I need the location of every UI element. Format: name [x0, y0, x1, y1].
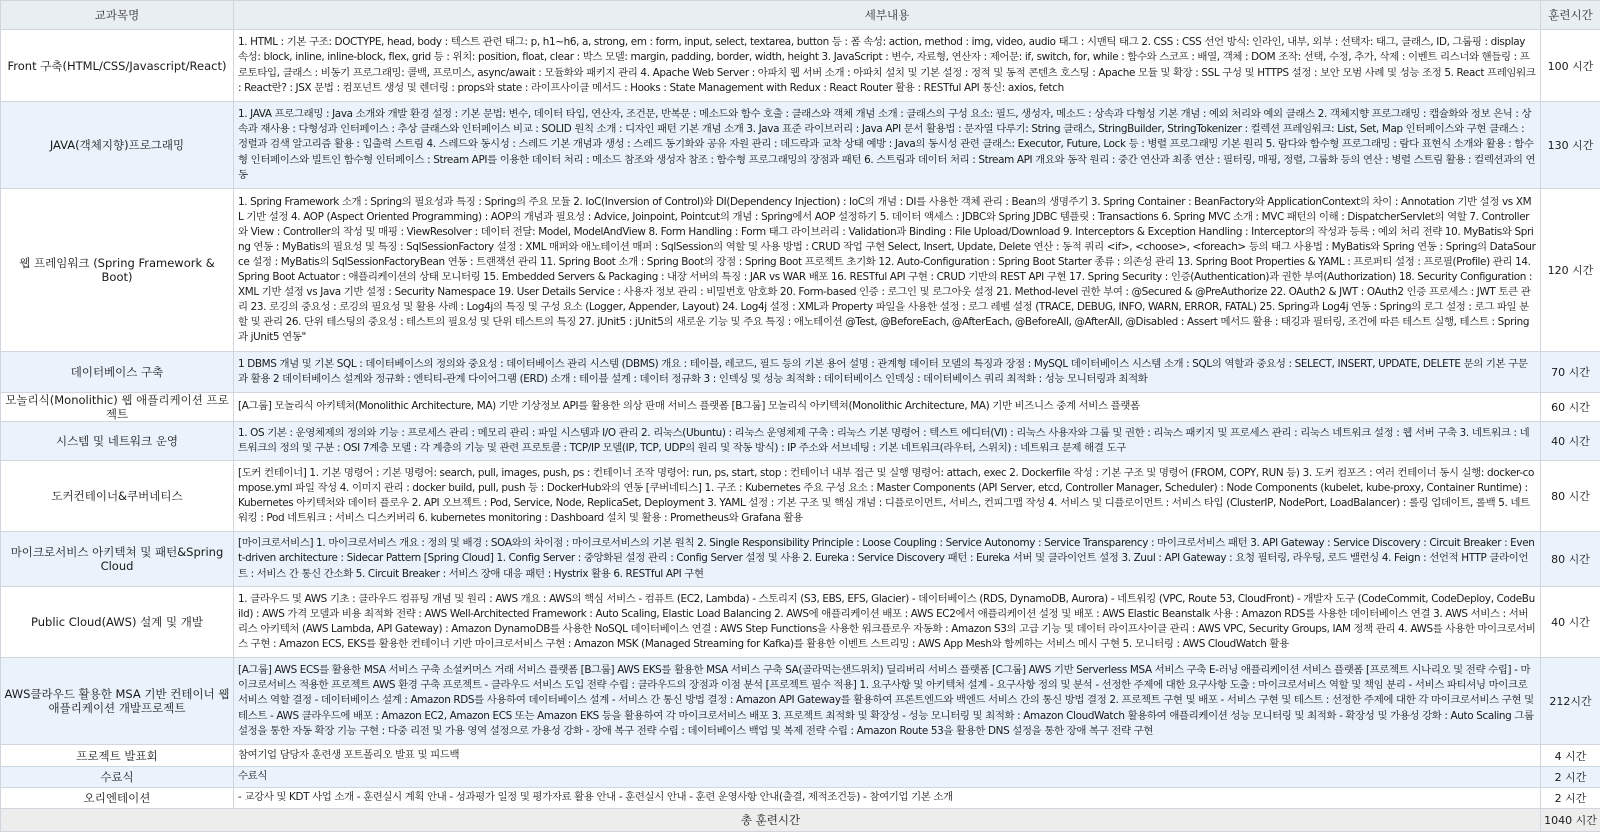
- table-row: [1, 767, 1600, 788]
- table-row: [1, 352, 1600, 393]
- course-name-cell: 오리엔테이션: [1, 788, 234, 809]
- table-row: [1, 189, 1600, 352]
- total-row: [1, 809, 1600, 832]
- table-row: [1, 422, 1600, 461]
- course-name-cell: 시스템 및 네트워크 운영: [1, 422, 234, 461]
- course-detail-cell: 1. OS 기본 : 운영체제의 정의와 기능 : 프로세스 관리 : 메모리 관리 : 파일 시스템과 I/O 관리 2. 리눅스(Ubuntu) : 리눅스 운영체제 구축 : 리눅스 기본 명령어 : 텍스트 에디터(VI) : 리눅스 사용자와 그룹 및 권한 : 리눅스 패키지 및 프로세스 관리 : 리눅스 네트워크 설정 : 웹 서버 구축 3. 네트워크 : 네트워크의 정의 및 구분 : OSI 7계층 모델 : 각 계층의 기능 및 관련 프로토콜 : TCP/IP 모델(IP, TCP, UDP의 원리 및 작동 방식) : IP 주소와 서브네팅 : 기본 네트워크(라우터, 스위치) : 네트워크 문제 해결 도구: [234, 422, 1541, 461]
- course-hours-cell: 120 시간: [1541, 189, 1600, 352]
- course-detail-cell: 1. JAVA 프로그래밍 : Java 소개와 개발 환경 설정 : 기본 문법: 변수, 데이터 타입, 연산자, 조건문, 반복문 : 메소드와 함수 호출 : 클래스와 객체 개념 소개 : 클래스의 구성 요소: 필드, 생성자, 메소드 : 상속과 다형성 기본 개념 : 예외 처리와 예외 클래스 2. 객체지향 프로그래밍 : 캡슐화와 정보 은닉 : 상속과 재사용 : 다형성과 인터페이스 : 추상 클래스와 인터페이스 비교 : SOLID 원칙 소개 : 디자인 패턴 기본 개념 소개 3. Java 표준 라이브러리 : Java API 문서 활용법 : 문자열 다루기: String 클래스, StringBuilder, StringTokenizer : 컬렉션 프레임워크: List, Set, Map 인터페이스와 구현 클래스 : 정렬과 검색 알고리즘 활용 : 입출력 스트림 4. 스레드와 동시성 : 스레드 기본 개념과 생성 : 스레드 동기화와 공유 자원 관리 : 데드락과 교착 상태 예방 : Java의 동시성 관련 클래스: Executor, Future, Lock 등 : 병렬 프로그래밍 기본 원리 5. 람다와 함수형 프로그래밍 : 람다 표현식 소개와 활용 : 함수형 인터페이스와 빌트인 함수형 인터페이스 : Stream API를 이용한 데이터 처리 : 메소드 참조와 생성자 참조 : 함수형 프로그래밍의 장점과 패턴 6. 스트림과 데이터 처리 : Stream API 개요와 동작 원리 : 중간 연산과 최종 연산 : 필터링, 매핑, 정렬, 그룹화 등의 연산 : 병렬 스트림 활용 : 컬렉션과의 연동: [234, 102, 1541, 189]
- course-hours-cell: 4 시간: [1541, 745, 1600, 767]
- course-hours-cell: 60 시간: [1541, 393, 1600, 422]
- course-hours-cell: 100 시간: [1541, 30, 1600, 102]
- course-name-cell: 수료식: [1, 767, 234, 788]
- table-header-row: [1, 1, 1600, 30]
- course-name-cell: 웹 프레임워크 (Spring Framework & Boot): [1, 189, 234, 352]
- table-row: [1, 532, 1600, 587]
- header-detail: 세부내용: [234, 1, 1541, 30]
- table-row: [1, 587, 1600, 658]
- course-name-cell: 프로젝트 발표회: [1, 745, 234, 767]
- course-name-cell: 마이크로서비스 아키텍쳐 및 패턴&Spring Cloud: [1, 532, 234, 587]
- course-detail-cell: [마이크로서비스] 1. 마이크로서비스 개요 : 정의 및 배경 : SOA와의 차이점 : 마이크로서비스의 기본 원칙 2. Single Responsibility Principle : Loose Coupling : Service Autonomy : Service Transparency : 마이크로서비스 패턴 3. API Gateway : Service Discovery : Circuit Breaker : Event-driven architecture : Sidecar Pattern [Spring Cloud] 1. Config Server : 중앙화된 설정 관리 : Config Server 설정 및 사용 2. Eureka : Service Discovery 패턴 : Eureka 서버 및 클라이언트 설정 3. Zuul : API Gateway : 요청 필터링, 라우팅, 로드 밸런싱 4. Feign : 선언적 HTTP 클라이언트 : 서비스 간 통신 간소화 5. Circuit Breaker : 서비스 장애 대응 패턴 : Hystrix 활용 6. RESTful API 구현: [234, 532, 1541, 587]
- table-row: [1, 745, 1600, 767]
- total-label: 총 훈련시간: [1, 809, 1541, 832]
- course-name-cell: 도커컨테이너&쿠버네티스: [1, 461, 234, 532]
- total-hours: 1040 시간: [1541, 809, 1600, 832]
- course-name-cell: Public Cloud(AWS) 설계 및 개발: [1, 587, 234, 658]
- table-row: [1, 102, 1600, 189]
- course-hours-cell: 2 시간: [1541, 788, 1600, 809]
- header-hours: 훈련시간: [1541, 1, 1600, 30]
- course-name-cell: 모놀리식(Monolithic) 웹 애플리케이션 프로젝트: [1, 393, 234, 422]
- table-row: [1, 30, 1600, 102]
- course-name-cell: JAVA(객체지향)프로그래밍: [1, 102, 234, 189]
- course-hours-cell: 80 시간: [1541, 461, 1600, 532]
- course-detail-cell: 1 DBMS 개념 및 기본 SQL : 데이터베이스의 정의와 중요성 : 데이터베이스 관리 시스템 (DBMS) 개요 : 테이블, 레코드, 필드 등의 기본 용어 설명 : 관계형 데이터 모델의 특징과 장점 : MySQL 데이터베이스 시스템 소개 : SQL의 역할과 중요성 : SELECT, INSERT, UPDATE, DELETE 문의 기본 구문과 활용 2 데이터베이스 설계와 정규화 : 엔티티-관계 다이어그램 (ERD) 소개 : 테이블 설계 : 데이터 정규화 3 : 인덱싱 및 성능 최적화 : 데이터베이스 인덱싱 : 데이터베이스 쿼리 최적화 : 성능 모니터링과 최적화: [234, 352, 1541, 393]
- course-detail-cell: 1. 클라우드 및 AWS 기초 : 클라우드 컴퓨팅 개념 및 원리 : AWS 개요 : AWS의 핵심 서비스 - 컴퓨트 (EC2, Lambda) - 스토리지 (S3, EBS, EFS, Glacier) - 데이터베이스 (RDS, DynamoDB, Aurora) - 네트워킹 (VPC, Route 53, CloudFront) - 개발자 도구 (CodeCommit, CodeDeploy, CodeBuild) : AWS 가격 모델과 비용 최적화 전략 : AWS Well-Architected Framework : Auto Scaling, Elastic Load Balancing 2. AWS에 애플리케이션 배포 : AWS EC2에서 애플리케이션 설정 및 배포 : AWS Elastic Beanstalk 사용 : Amazon RDS를 사용한 데이터베이스 연결 3. AWS 서비스 : 서버리스 아키텍처 (AWS Lambda, API Gateway) : Amazon DynamoDB를 사용한 NoSQL 데이터베이스 연결 : AWS Step Functions을 사용한 워크플로우 자동화 : Amazon S3의 고급 기능 및 데이터 라이프사이클 관리 : AWS VPC, Security Groups, IAM 정책 관리 4. AWS를 사용한 마이크로서비스 구현 : Amazon ECS, EKS를 활용한 컨테이너 기반 마이크로서비스 구현 : Amazon MSK (Managed Streaming for Kafka)를 활용한 이벤트 스트리밍 : AWS App Mesh와 함께하는 서비스 메시 구현 5. 모니터링 : AWS CloudWatch 활용: [234, 587, 1541, 658]
- course-detail-cell: 1. Spring Framework 소개 : Spring의 필요성과 특징 : Spring의 주요 모듈 2. IoC(Inversion of Control)와 DI(Dependency Injection) : IoC의 개념 : DI를 사용한 객체 관리 : Bean의 생명주기 3. Spring Container : BeanFactory와 ApplicationContext의 차이 : Annotation 기반 설정 vs XML 기반 설정 4. AOP (Aspect Oriented Programming) : AOP의 개념과 필요성 : Advice, Joinpoint, Pointcut의 개념 : Spring에서 AOP 설정하기 5. 데이터 액세스 : JDBC와 Spring JDBC 템플릿 : Transactions 6. Spring MVC 소개 : MVC 패턴의 이해 : DispatcherServlet의 역할 7. Controller와 View : Controller의 작성 및 매핑 : ViewResolver : 데이터 전달: Model, ModelAndView 8. Form Handling : Form 태그 라이브러리 : Validation과 Binding : File Upload/Download 9. Interceptors & Exception Handling : Interceptor의 작성과 등록 : 예외 처리 전략 10. MyBatis와 Spring 연동 : MyBatis의 필요성 및 특징 : SqlSessionFactory 설정 : XML 매퍼와 애노테이션 매퍼 : SqlSession의 역할 및 사용 방법 : CRUD 작업 구현 Select, Insert, Update, Delete 연산 : 동적 쿼리 <if>, <choose>, <foreach> 등의 태그 사용법 : MyBatis와 Spring 연동 : Spring의 DataSource 설정 : MyBatis의 SqlSessionFactoryBean 연동 : 트랜잭션 관리 11. Spring Boot 소개 : Spring Boot의 장점 : Spring Boot 프로젝트 초기화 12. Auto-Configuration : Spring Boot Starter 종류 : 의존성 관리 13. Spring Boot Properties & YAML : 프로퍼티 설정 : 프로필(Profile) 관리 14. Spring Boot Actuator : 애플리케이션의 상태 모니터링 15. Embedded Servers & Packaging : 내장 서버의 특징 : JAR vs WAR 배포 16. RESTful API 구현 : CRUD 기반의 REST API 구현 17. Spring Security : 인증(Authentication)과 권한 부여(Authorization) 18. Security Configuration : XML 기반 설정 vs Java 기반 설정 : Security Namespace 19. User Details Service : 사용자 정보 관리 : 비밀번호 암호화 20. Form-based 인증 : 로그인 및 로그아웃 설정 21. Method-level 권한 부여 : @Secured & @PreAuthorize 22. OAuth2 & JWT : OAuth2 인증 프로세스 : JWT 토큰 관리 23. 로깅의 중요성 : 로깅의 필요성 및 활용 사례 : Log4j의 특징 및 구성 요소 (Logger, Appender, Layout) 24. Log4j 설정 : XML과 Property 파일을 사용한 설정 : 로그 레벨 설정 (TRACE, DEBUG, INFO, WARN, ERROR, FATAL) 25. Spring과 Log4j 연동 : Spring의 로그 설정 : 로그 파일 분할 및 관리 26. 단위 테스팅의 중요성 : 테스트의 필요성 및 단위 테스트의 특징 27. jUnit5 : jUnit5의 새로운 기능 및 주요 특징 : 애노테이션 @Test, @BeforeEach, @AfterEach, @BeforeAll, @AfterAll, @Disabled : Assert 메서드 활용 : 태깅과 필터링, 조건에 따른 테스트 실행, 테스트 : Spring과 jUnit5 연동": [234, 189, 1541, 352]
- course-detail-cell: [도커 컨테이너] 1. 기본 명령어 : 기본 명령어: search, pull, images, push, ps : 컨테이너 조작 명령어: run, ps, start, stop : 컨테이너 내부 접근 및 실행 명령어: attach, exec 2. Dockerfile 작성 : 기본 구조 및 명령어 (FROM, COPY, RUN 등) 3. 도커 컴포즈 : 여러 컨테이너 동시 실행: docker-compose.yml 파일 작성 4. 이미지 관리 : docker build, pull, push 등 : DockerHub와의 연동 [쿠버네티스] 1. 구조 : Kubernetes 주요 구성 요소 : Master Components (API Server, etcd, Controller Manager, Scheduler) : Node Components (kubelet, kube-proxy, Container Runtime) : Kubernetes 아키텍처와 데이터 플로우 2. API 오브젝트 : Pod, Service, Node, ReplicaSet, Deployment 3. YAML 설정 : 기본 구조 및 핵심 개념 : 디플로이먼트, 서비스, 컨피그맵 작성 4. 서비스 및 디플로이먼트 : 서비스 타입 (ClusterIP, NodePort, LoadBalancer) : 롤링 업데이트, 롤백 5. 네트워킹 : Pod 네트워크 : 서비스 디스커버리 6. kubernetes monitoring : Dashboard 설치 및 활용 : Prometheus와 Grafana 활용: [234, 461, 1541, 532]
- course-hours-cell: 40 시간: [1541, 422, 1600, 461]
- course-detail-cell: [A그룹] 모놀리식 아키텍쳐(Monolithic Architecture, MA) 기반 기상정보 API를 활용한 의상 판매 서비스 플랫폼 [B그룹] 모놀리식 아키텍쳐(Monolithic Architecture, MA) 기반 비즈니스 중계 서비스 플랫폼: [234, 393, 1541, 422]
- course-name-cell: 데이터베이스 구축: [1, 352, 234, 393]
- course-detail-cell: 수료식: [234, 767, 1541, 788]
- table-body: [1, 30, 1600, 809]
- course-detail-cell: 1. HTML : 기본 구조: DOCTYPE, head, body : 텍스트 관련 태그: p, h1~h6, a, strong, em : form, input, select, textarea, button 등 : 폼 속성: action, method : img, video, audio 태그 : 시맨틱 태그 2. CSS : CSS 선언 방식: 인라인, 내부, 외부 : 선택자: 태그, 클래스, ID, 그룹핑 : display 속성: block, inline, inline-block, flex, grid 등 : 위치: position, float, clear : 박스 모델: margin, padding, border, width, height 3. JavaScript : 변수, 자료형, 연산자 : 제어문: if, switch, for, while : 함수와 스코프 : 배열, 객체 : DOM 조작: 선택, 수정, 추가, 삭제 : 이벤트 리스너와 핸들링 : 프로토타입, 클래스 : 비동기 프로그래밍: 콜백, 프로미스, async/await : 모듈화와 패키지 관리 4. Apache Web Server : 아파치 웹 서버 소개 : 아파치 설치 및 기본 설정 : 정적 및 동적 콘텐츠 호스팅 : Apache 모듈 및 확장 : SSL 구성 및 HTTPS 설정 : 보안 모범 사례 및 성능 조정 5. React 프레임워크 : React란? : JSX 문법 : 컴포넌트 생성 및 렌더링 : props와 state : 라이프사이클 메서드 : Hooks : State Management with Redux : React Router 활용 : RESTful API 통신: axios, fetch: [234, 30, 1541, 102]
- course-hours-cell: 80 시간: [1541, 532, 1600, 587]
- course-hours-cell: 2 시간: [1541, 767, 1600, 788]
- course-detail-cell: - 교강사 및 KDT 사업 소개 - 훈련실시 계획 안내 - 성과평가 일정 및 평가자료 활용 안내 - 훈련실시 안내 - 훈련 운영사항 안내(출결, 제적조건등) - 참여기업 기본 소개: [234, 788, 1541, 809]
- header-course: 교과목명: [1, 1, 234, 30]
- table-row: [1, 658, 1600, 745]
- course-name-cell: Front 구축(HTML/CSS/Javascript/React): [1, 30, 234, 102]
- course-detail-cell: 참여기업 담당자 훈련생 포트폴리오 발표 및 피드백: [234, 745, 1541, 767]
- course-hours-cell: 70 시간: [1541, 352, 1600, 393]
- course-hours-cell: 212시간: [1541, 658, 1600, 745]
- course-detail-cell: [A그룹] AWS ECS를 활용한 MSA 서비스 구축 소셜커머스 거래 서비스 플랫폼 [B그룹] AWS EKS를 활용한 MSA 서비스 구축 SA(골라먹는샌드위치) 딜리버리 서비스 플랫폼 [C그룹] AWS 기반 Serverless MSA 서비스 구축 E-러닝 애플리케이션 서비스 플랫폼 [프로젝트 시나리오 및 전략 수립] - 마이크로서비스 적용한 프로젝트 AWS 환경 구축 프로젝트 - 클라우드 서비스 도입 전략 수립 : 클라우드의 장점과 이점 분석 [프로젝트 필수 적용] 1. 요구사항 및 아키텍처 설계 - 요구사항 정의 및 분석 - 선정한 주제에 대한 요구사항 도출 : 마이크로서비스 역할 및 책임 분리 - 서비스 파티셔닝 마이크로서비스 역할 결정 - 데이터베이스 설계 : Amazon RDS를 사용하여 데이터베이스 설계 - 서비스 간 통신 방법 결정 : Amazon API Gateway를 활용하여 프론트엔드와 백엔드 서비스 간의 통신 방법 결정 2. 프로젝트 구현 및 배포 - 서비스 구현 및 테스트 : 선정한 주제에 대한 각 마이크로서비스 구현 및 테스트 - AWS 클라우드에 배포 : Amazon EC2, Amazon ECS 또는 Amazon EKS 등을 활용하여 각 마이크로서비스 배포 3. 프로젝트 최적화 및 확장성 - 성능 모니터링 및 최적화 : Amazon CloudWatch 활용하여 애플리케이션 성능 모니터링 및 최적화 - 확장성 및 가용성 강화 : Auto Scaling 그룹 설정을 통한 자동 확장 기능 구현 : 다중 리전 및 가용 영역 설정으로 가용성 강화 - 장애 복구 전략 수립 : 데이터베이스 백업 및 복제 전략 수립 : Amazon Route 53을 활용한 DNS 설정을 통한 장애 복구 전략 구현: [234, 658, 1541, 745]
- table-row: [1, 788, 1600, 809]
- table-row: [1, 393, 1600, 422]
- course-name-cell: AWS클라우드 활용한 MSA 기반 컨테이너 웹 애플리케이션 개발프로젝트: [1, 658, 234, 745]
- course-hours-cell: 130 시간: [1541, 102, 1600, 189]
- course-hours-cell: 40 시간: [1541, 587, 1600, 658]
- table-row: [1, 461, 1600, 532]
